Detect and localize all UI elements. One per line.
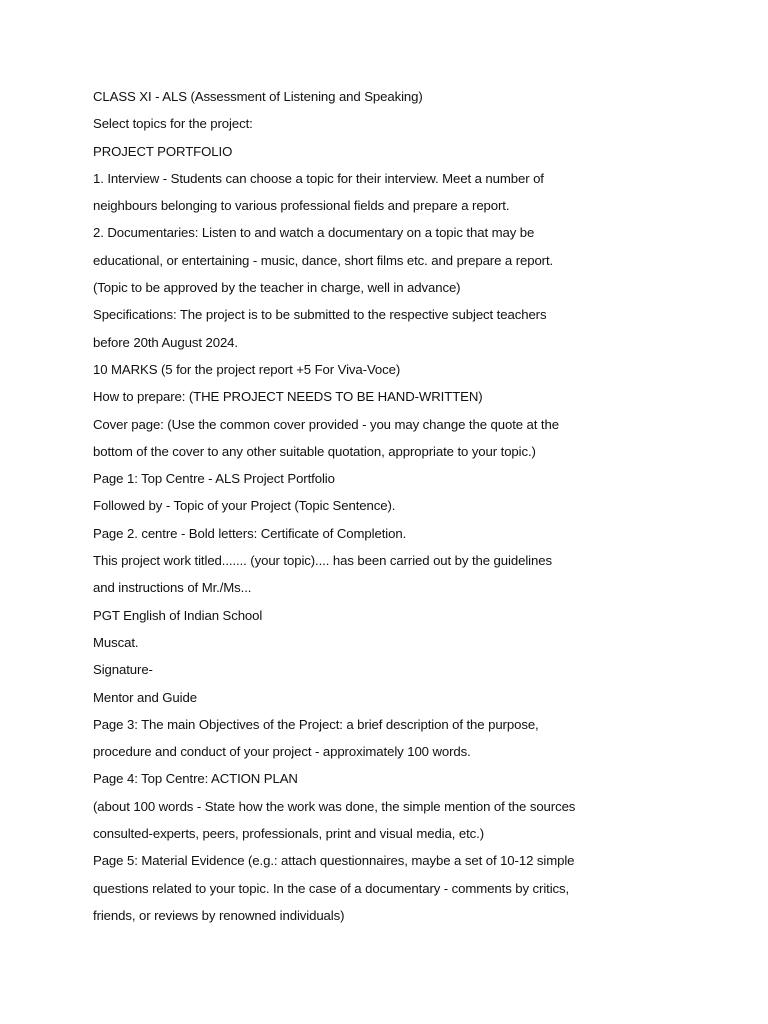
text-line: bottom of the cover to any other suitable quotation, appropriate to your topic.) [93, 443, 536, 459]
project-portfolio-heading: PROJECT PORTFOLIO [93, 143, 233, 159]
text-line: before 20th August 2024. [93, 334, 238, 350]
text-line: Page 1: Top Centre - ALS Project Portfolio [93, 471, 335, 487]
text-line: This project work titled....... (your topic).... has been carried out by the guidelines [93, 553, 552, 569]
marks-line: 10 MARKS (5 for the project report +5 For Viva-Voce) [93, 361, 401, 377]
text-line: Page 4: Top Centre: ACTION PLAN [93, 771, 298, 787]
text-line: Page 2. centre - Bold letters: Certificate of Completion. [93, 525, 407, 541]
text-line: PGT English of Indian School [93, 607, 263, 623]
text-line: Cover page: (Use the common cover provided - you may change the quote at the [93, 416, 559, 432]
how-to-prepare-line: How to prepare: (THE PROJECT NEEDS TO BE HAND-WRITTEN) [93, 389, 483, 405]
text-line: Page 3: The main Objectives of the Project: a brief description of the purpose, [93, 716, 539, 732]
text-line: educational, or entertaining - music, dance, short films etc. and prepare a report. [93, 252, 554, 268]
text-line: (Topic to be approved by the teacher in charge, well in advance) [93, 280, 461, 296]
text-line: 1. Interview - Students can choose a topic for their interview. Meet a number of [93, 170, 544, 186]
signature-line: Signature- [93, 662, 153, 678]
text-line: friends, or reviews by renowned individuals) [93, 907, 345, 923]
text-line: 2. Documentaries: Listen to and watch a documentary on a topic that may be [93, 225, 535, 241]
document-body [93, 83, 713, 929]
text-line: questions related to your topic. In the case of a documentary - comments by critics, [93, 880, 570, 896]
select-topics-line: Select topics for the project: [93, 116, 253, 132]
text-line: Mentor and Guide [93, 689, 197, 705]
text-line: Specifications: The project is to be submitted to the respective subject teachers [93, 307, 547, 323]
text-line: neighbours belonging to various professional fields and prepare a report. [93, 198, 510, 214]
text-line: consulted-experts, peers, professionals, print and visual media, etc.) [93, 826, 485, 842]
text-line: procedure and conduct of your project - approximately 100 words. [93, 744, 471, 760]
text-line: Page 5: Material Evidence (e.g.: attach questionnaires, maybe a set of 10-12 simple [93, 853, 575, 869]
text-line: and instructions of Mr./Ms... [93, 580, 252, 596]
doc-title-line: CLASS XI - ALS (Assessment of Listening and Speaking) [93, 89, 423, 104]
text-line: Followed by - Topic of your Project (Topic Sentence). [93, 498, 396, 514]
text-line: (about 100 words - State how the work was done, the simple mention of the sources [93, 798, 576, 814]
text-line: Muscat. [93, 634, 139, 650]
